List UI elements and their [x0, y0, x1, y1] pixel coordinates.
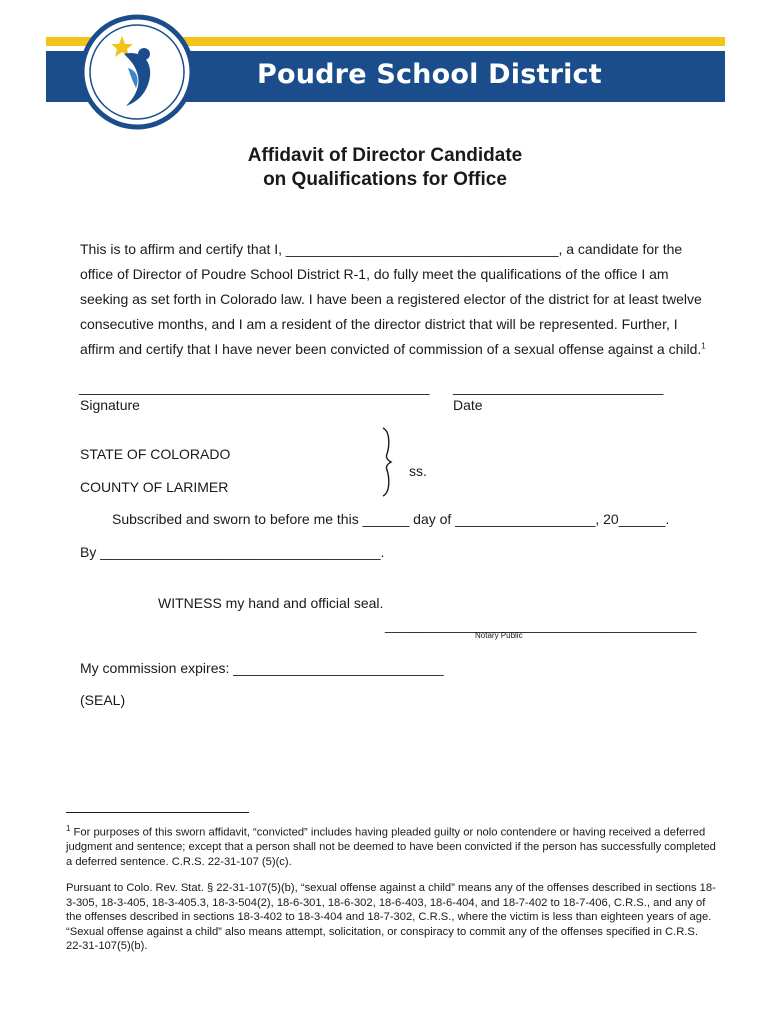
notary-public-label: Notary Public	[475, 631, 523, 640]
affidavit-line-4: consecutive months, and I am a resident of the director district that will be represented. Further, I	[80, 316, 678, 332]
footnote-1	[66, 822, 716, 870]
footnote-1-text: For purposes of this sworn affidavit, “convicted” includes having pleaded guilty or nolo contendere or having received a deferred judgment and sentence; except that a person shall not be deemed to have been convicted if the person has successfully completed a deferred sentence. C.R.S. 22-31-107 (5)(c).	[66, 826, 716, 868]
commission-expires-line[interactable]: My commission expires: ___________________________	[80, 660, 444, 676]
date-line[interactable]: ___________________________	[453, 379, 664, 395]
footnote-divider	[66, 812, 249, 813]
state-label: STATE OF COLORADO	[80, 446, 231, 462]
poudre-logo-icon	[80, 14, 194, 130]
letterhead	[0, 0, 770, 140]
brace-icon	[377, 426, 397, 498]
affidavit-line-2: office of Director of Poudre School District R-1, do fully meet the qualifications of the office I am	[80, 266, 669, 282]
ss-label: ss.	[409, 463, 427, 479]
district-name: Poudre School District	[257, 59, 602, 90]
affidavit-line-3: seeking as set forth in Colorado law. I have been a registered elector of the district for at least twelve	[80, 291, 702, 307]
affidavit-line-5-text: affirm and certify that I have never been convicted of commission of a sexual offense against a child.	[80, 341, 702, 357]
signature-line[interactable]: _____________________________________________	[79, 379, 430, 395]
by-line[interactable]: By ____________________________________.	[80, 544, 385, 560]
notary-signature-line[interactable]: ________________________________________	[385, 617, 697, 633]
footnote-ref: 1	[701, 341, 706, 351]
seal-label: (SEAL)	[80, 692, 126, 708]
affidavit-line-5	[80, 341, 706, 357]
county-label: COUNTY OF LARIMER	[80, 479, 229, 495]
witness-line: WITNESS my hand and official seal.	[158, 595, 384, 611]
signature-label: Signature	[80, 397, 140, 413]
subscribed-line[interactable]: Subscribed and sworn to before me this ______ day of __________________, 20______.	[112, 511, 670, 527]
footnote-1-marker: 1	[66, 824, 71, 833]
document-title-line2: on Qualifications for Office	[263, 169, 507, 190]
date-label: Date	[453, 397, 483, 413]
footnote-definition: Pursuant to Colo. Rev. Stat. § 22-31-107(5)(b), “sexual offense against a child” means any of the offenses described in sections 18-3-305, 18-3-405, 18-3-405.3, 18-3-504(2), 18-6-301, 18-6-302, 18-6-403, 18-6-404, and 18-7-402 to 18-7-406, C.R.S., and any of the offenses described in sections 18-3-402 to 18-3-404 and 18-7-302, C.R.S., where the victim is less than eighteen years of age. “Sexual offense against a child” also means attempt, solicitation, or conspiracy to commit any of the offenses specified in C.R.S. 22-31-107(5)(b).	[66, 882, 716, 953]
affidavit-line-1: This is to affirm and certify that I, ___________________________________, a candidate for the	[80, 241, 683, 257]
document-title-line1: Affidavit of Director Candidate	[247, 145, 523, 166]
